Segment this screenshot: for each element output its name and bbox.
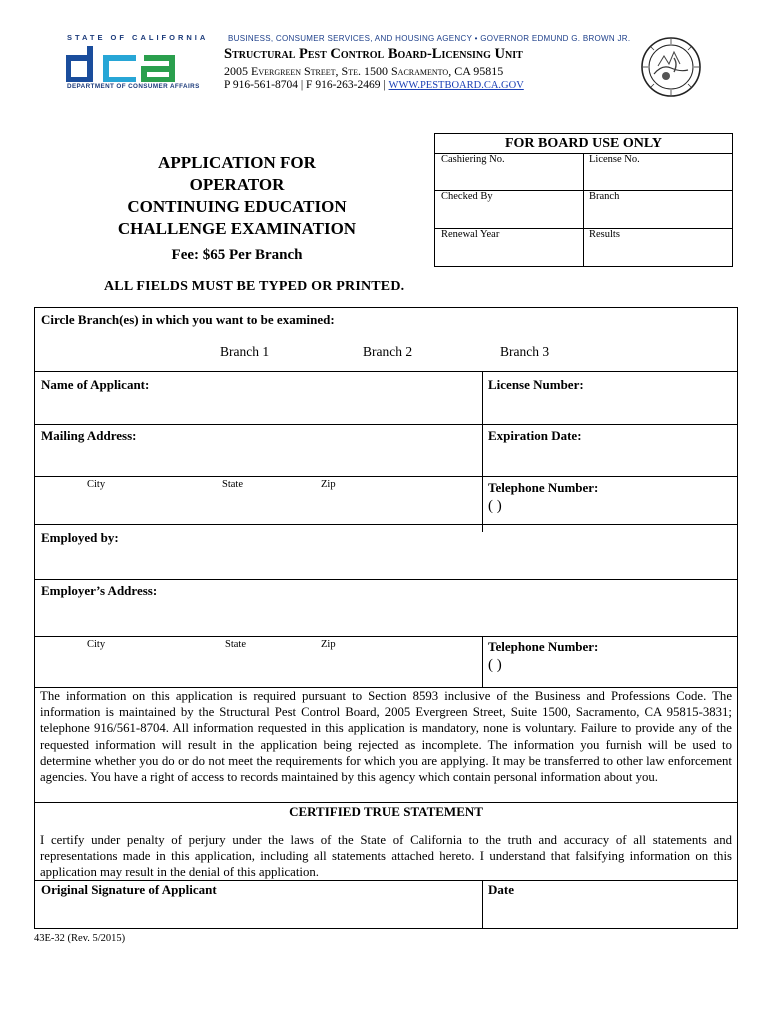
board-phones [224, 79, 524, 91]
title-line-4: CHALLENGE EXAMINATION [117, 219, 357, 238]
mailing-state-field[interactable]: State [222, 479, 243, 490]
agency-line: BUSINESS, CONSUMER SERVICES, AND HOUSING AGENCY • GOVERNOR EDMUND G. BROWN JR. [228, 34, 631, 43]
mailing-address-field[interactable]: Mailing Address: [41, 428, 137, 443]
employer-zip-field[interactable]: Zip [321, 639, 336, 650]
branch-field[interactable]: Branch [589, 191, 620, 202]
fee-text: Fee: $65 Per Branch [171, 247, 303, 263]
board-use-box [434, 133, 733, 267]
application-form [34, 307, 738, 929]
board-name: Structural Pest Control Board-Licensing Unit [224, 46, 523, 62]
applicant-name-field[interactable]: Name of Applicant: [41, 377, 150, 392]
title-line-2: OPERATOR [189, 175, 285, 194]
privacy-notice: The information on this application is required pursuant to Section 8593 inclusive of the Business and Professions Code. The information is maintained by the Structural Pest Control Board, 2005 Evergreen Street, Suite 1500, Sacramento, CA 95815-3831; telephone 916/561-8704. All information requested in this application is mandatory, none is voluntary. Failure to provide any of the requested information will result in the application being rejected as incomplete. The information you furnish will be used to determine whether you do or do not meet the requirements for which you are applying. It may be transferred to other law enforcement agencies. You have a right of access to records maintained by this agency which contain personal information about you. [40, 689, 732, 785]
title-line-3: CONTINUING EDUCATION [127, 197, 347, 216]
renewal-year-field[interactable]: Renewal Year [441, 229, 500, 240]
certified-heading: CERTIFIED TRUE STATEMENT [289, 804, 483, 819]
telephone-label-1: Telephone Number: [488, 480, 599, 495]
form-title [80, 152, 394, 240]
signature-field[interactable]: Original Signature of Applicant [41, 882, 217, 897]
date-field[interactable]: Date [488, 882, 514, 897]
license-no-field[interactable]: License No. [589, 154, 640, 165]
telephone-label-2: Telephone Number: [488, 639, 599, 654]
branch-1-option[interactable]: Branch 1 [220, 344, 270, 359]
cashiering-field[interactable]: Cashiering No. [441, 154, 505, 165]
license-number-field[interactable]: License Number: [488, 377, 584, 392]
branch-2-option[interactable]: Branch 2 [363, 344, 413, 359]
results-field[interactable]: Results [589, 229, 620, 240]
board-use-heading: FOR BOARD USE ONLY [435, 134, 732, 154]
board-address: 2005 Evergreen Street, Ste. 1500 Sacramento, CA 95815 [224, 64, 504, 78]
logo-state-text: STATE OF CALIFORNIA [67, 33, 209, 42]
checked-by-field[interactable]: Checked By [441, 191, 493, 202]
instruction-text: ALL FIELDS MUST BE TYPED OR PRINTED. [104, 279, 405, 294]
employer-city-field[interactable]: City [87, 639, 106, 650]
circle-branch-label: Circle Branch(es) in which you want to be examined: [41, 312, 335, 327]
title-line-1: APPLICATION FOR [158, 153, 316, 172]
employer-address-field[interactable]: Employer’s Address: [41, 583, 158, 598]
website-link[interactable]: WWW.PESTBOARD.CA.GOV [388, 80, 524, 91]
state-seal-icon [640, 36, 702, 98]
branch-3-option[interactable]: Branch 3 [500, 344, 550, 359]
mailing-city-field[interactable]: City [87, 479, 106, 490]
expiration-date-field[interactable]: Expiration Date: [488, 428, 582, 443]
logo-dept-text: DEPARTMENT OF CONSUMER AFFAIRS [67, 83, 200, 90]
mailing-zip-field[interactable]: Zip [321, 479, 336, 490]
certification-text: I certify under penalty of perjury under the laws of the State of California to the truth and accuracy of all statements and representations made in this application, including all statements attached hereto. I understand that falsifying information on this application may result in the denial of this application. [40, 833, 732, 880]
telephone-input-1[interactable]: ( ) [488, 498, 502, 514]
revision-footer: 43E-32 (Rev. 5/2015) [34, 933, 126, 944]
dca-logo-icon [66, 44, 204, 82]
employed-by-field[interactable]: Employed by: [41, 530, 119, 545]
telephone-input-2[interactable]: ( ) [488, 657, 502, 673]
phone-fax-text: P 916-561-8704 | F 916-263-2469 | [224, 79, 386, 91]
employer-state-field[interactable]: State [225, 639, 246, 650]
